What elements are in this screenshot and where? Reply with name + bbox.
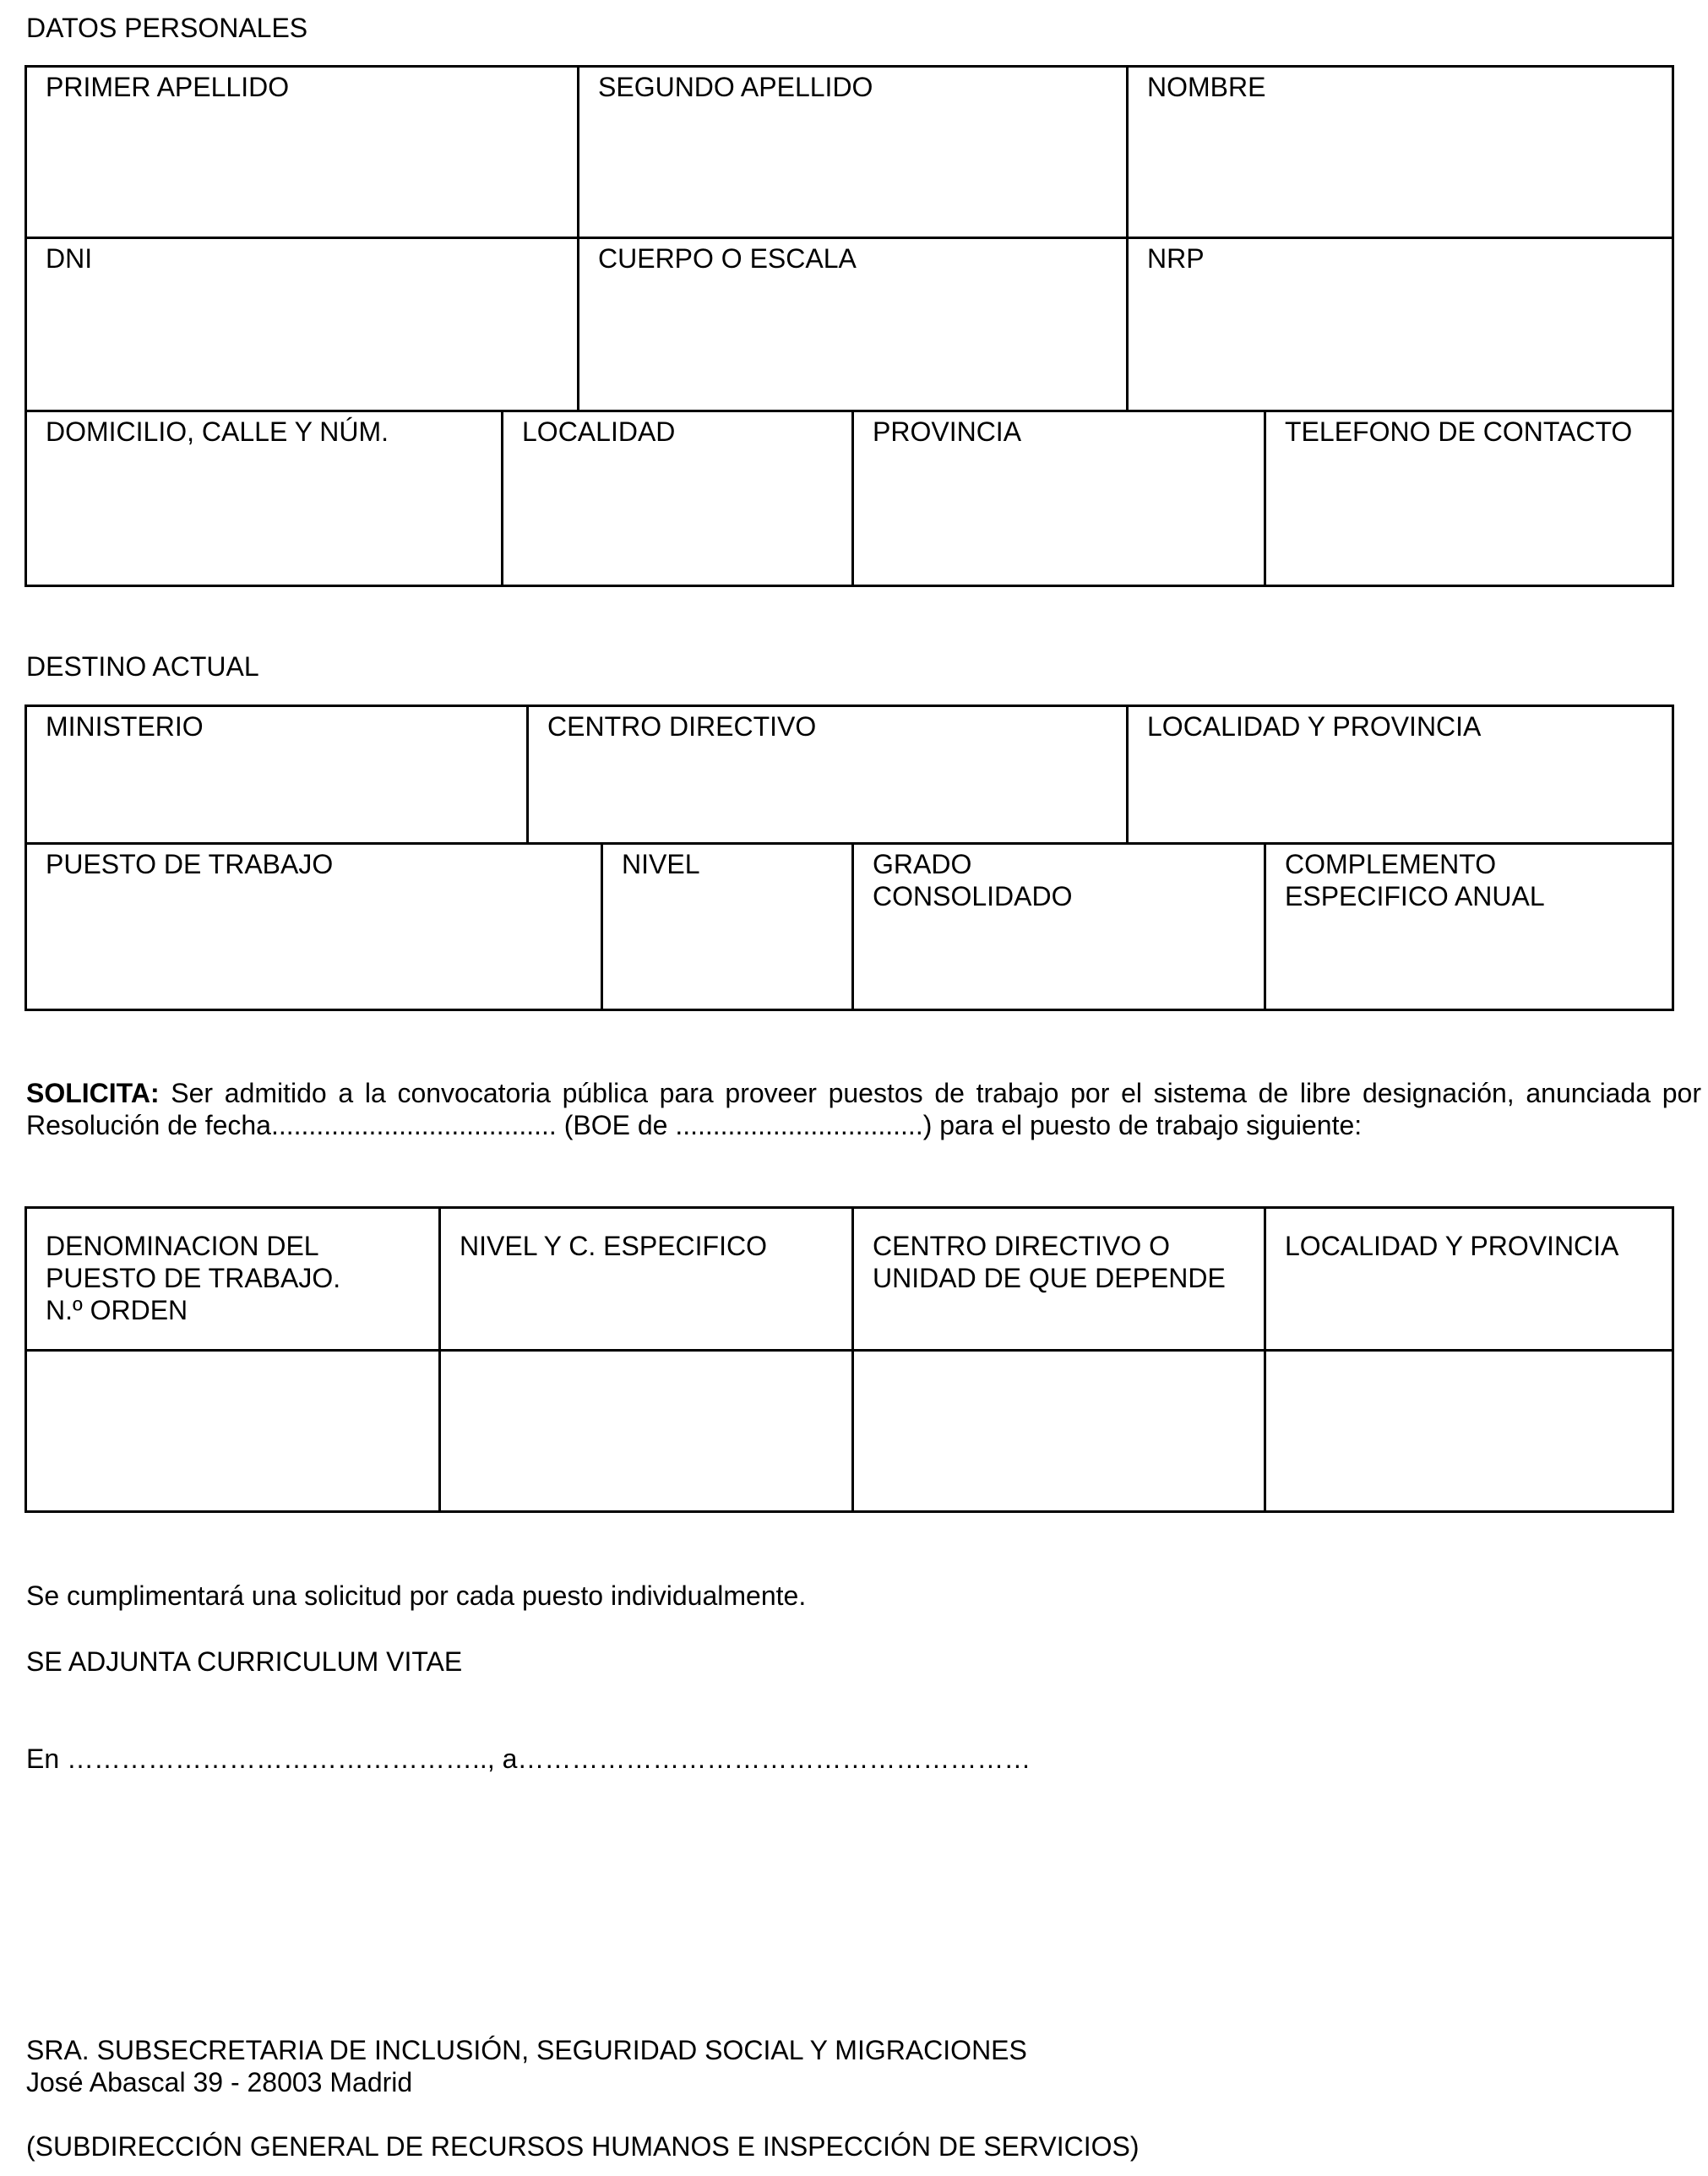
field-centro-directivo[interactable]: CENTRO DIRECTIVO [547, 711, 817, 742]
field-localidad[interactable]: LOCALIDAD [522, 416, 676, 447]
field-cuerpo-o-escala[interactable]: CUERPO O ESCALA [598, 243, 857, 274]
field-nombre[interactable]: NOMBRE [1147, 72, 1266, 102]
input-denominacion-puesto[interactable] [27, 1352, 438, 1510]
field-telefono-contacto[interactable]: TELEFONO DE CONTACTO [1285, 416, 1633, 447]
addressee: SRA. SUBSECRETARIA DE INCLUSIÓN, SEGURIDAD SOCIAL Y MIGRACIONES [26, 2035, 1027, 2065]
field-segundo-apellido[interactable]: SEGUNDO APELLIDO [598, 72, 873, 102]
note-adjunta-cv: SE ADJUNTA CURRICULUM VITAE [26, 1646, 463, 1677]
field-provincia[interactable]: PROVINCIA [873, 416, 1022, 447]
header-denominacion-puesto: DENOMINACION DEL PUESTO DE TRABAJO. N.º ORDEN [46, 1231, 341, 1325]
input-localidad-provincia[interactable] [1266, 1352, 1672, 1510]
input-centro-directivo-unidad[interactable] [854, 1352, 1264, 1510]
field-complemento-especifico[interactable]: COMPLEMENTO ESPECIFICO ANUAL [1285, 849, 1545, 911]
solicita-paragraph [26, 1077, 1701, 1141]
field-puesto-de-trabajo[interactable]: PUESTO DE TRABAJO [46, 849, 334, 879]
department: (SUBDIRECCIÓN GENERAL DE RECURSOS HUMANOS E INSPECCIÓN DE SERVICIOS) [26, 2131, 1140, 2162]
datos-personales-table [24, 65, 1674, 587]
puesto-solicitado-table [24, 1206, 1674, 1513]
place-date-line[interactable]: En ……………………………………….., a………………………………………………… [26, 1744, 1031, 1774]
field-nrp[interactable]: NRP [1147, 243, 1205, 274]
field-nivel[interactable]: NIVEL [622, 849, 700, 879]
field-domicilio[interactable]: DOMICILIO, CALLE Y NÚM. [46, 416, 389, 447]
destino-actual-table [24, 704, 1674, 1011]
field-grado-consolidado[interactable]: GRADO CONSOLIDADO [873, 849, 1073, 911]
input-nivel-c-especifico[interactable] [441, 1352, 851, 1510]
header-localidad-provincia: LOCALIDAD Y PROVINCIA [1285, 1231, 1619, 1261]
section-heading-destino-actual: DESTINO ACTUAL [26, 651, 259, 682]
address: José Abascal 39 - 28003 Madrid [26, 2067, 413, 2097]
field-localidad-provincia[interactable]: LOCALIDAD Y PROVINCIA [1147, 711, 1482, 742]
field-primer-apellido[interactable]: PRIMER APELLIDO [46, 72, 290, 102]
header-centro-directivo-unidad: CENTRO DIRECTIVO O UNIDAD DE QUE DEPENDE [873, 1231, 1226, 1293]
section-heading-datos-personales: DATOS PERSONALES [26, 13, 308, 43]
note-una-solicitud: Se cumplimentará una solicitud por cada puesto individualmente. [26, 1580, 807, 1611]
header-nivel-c-especifico: NIVEL Y C. ESPECIFICO [460, 1231, 767, 1261]
field-dni[interactable]: DNI [46, 243, 93, 274]
field-ministerio[interactable]: MINISTERIO [46, 711, 204, 742]
solicita-text: Ser admitido a la convocatoria pública para proveer puestos de trabajo por el sistema de libre designación, anunciada por Resolución de fecha...................................... (BOE de .................................) para el puesto de trabajo siguiente: [26, 1078, 1701, 1140]
solicita-label: SOLICITA: [26, 1078, 160, 1108]
